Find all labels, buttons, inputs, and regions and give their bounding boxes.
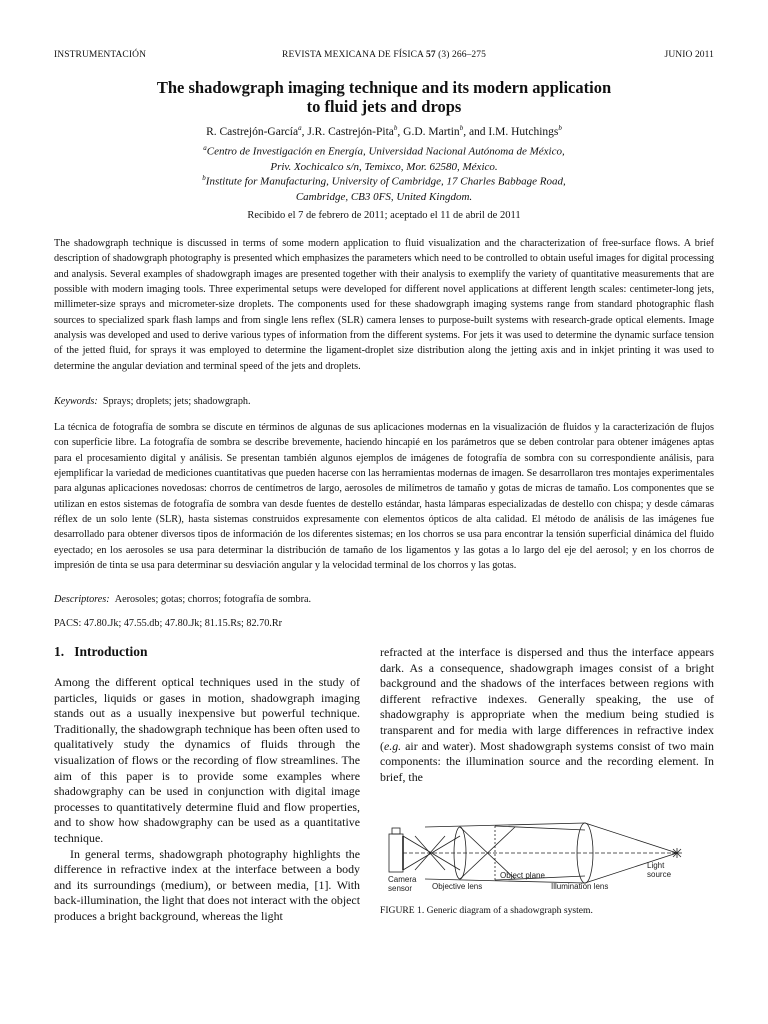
author-list: R. Castrejón-García$^a$, J.R. Castrejón-Pita$^b$, G.D. Martin$^b$, and I.M. Hutchings$^b$ <box>206 124 562 138</box>
intro-paragraph-1: Among the different optical techniques used in the study of particles, liquids or gases in motion, shadowgraph imaging stands out as a usually inexpensive but powerful technique. Traditionally, the shadowgraph technique has been often used to qualitatively study the dynamics of fluids through the visualization of flows or the recording of flow streamlines. The aim of this paper is to provide some examples where shadowgraphy can be used in conjunction with digital image processes to quantitatively determine fluid and flow properties, and to show how shadowgraphy can be used as a quantitative technique. <box>54 675 360 845</box>
ray <box>495 826 585 830</box>
paper-title: The shadowgraph imaging technique and its modern application to fluid jets and drops <box>156 78 612 116</box>
shadowgraph-diagram <box>385 822 705 902</box>
camera-body <box>389 834 403 872</box>
journal-citation: REVISTA MEXICANA DE FÍSICA 57 (3) 266–275 <box>282 50 486 60</box>
label-light: Light <box>647 861 665 870</box>
label-source: source <box>647 870 672 879</box>
label-sensor: sensor <box>388 884 413 893</box>
abstract-english: The shadowgraph technique is discussed in terms of some modern application to fluid visualization and the characterization of free-surface flows. A brief description of shadowgraph photography is presented which emphasizes the parameters which need to be controlled to obtain useful images for digital processing and analysis. Several examples of shadowgraph images are presented together with their analysis to exemplify the variety of quantitative measurements that are possible with modern imaging tools. Three experimental setups were developed for different novel applications at different length scales: centimeter-long jets, millimeter-size sprays and micrometer-size droplets. The components used for these shadowgraph imaging systems range from standard photographic flash sources to specialized spark flash lamps and from single lens reflex (SLR) camera lenses to purpose-built systems with research-grade optical elements. Image analysis was developed and used to derive various types of information from the different systems. For jets it was used to determine the dynamic surface tension of the jetted fluid, for sprays it was employed to determine the ligament-droplet size distribution along the jetting axis and in inkjet printing it was used to determine the angular deviation and terminal speed of the jets and droplets. <box>54 238 714 372</box>
affiliation-a: $^a$Centro de Investigación en Energía, Universidad Nacional Autónoma de México, Priv. Xochicalco s/n, Temixco, Mor. 62580, México. <box>203 144 565 173</box>
affiliation-b: $^b$Institute for Manufacturing, University of Cambridge, 17 Charles Babbage Road, Cambridge, CB3 0FS, United Kingdom. <box>202 174 566 203</box>
intro-paragraph-continued: refracted at the interface is dispersed and thus the interface appears dark. As a consequence, shadowgraph images consist of a bright background and the shadows of the interfaces between regions with different refractive indexes. Generally speaking, the use of shadowgraphy is appropriate when the medium being studied is transparent and for media with large differences in refractive index (e.g. air and water). Most shadowgraph systems consist of two main components: the illumination source and the recording element. In brief, the <box>380 645 714 784</box>
pacs-codes: PACS: 47.80.Jk; 47.55.db; 47.80.Jk; 81.15.Rs; 82.70.Rr <box>54 618 283 629</box>
label-object-plane: Object plane <box>500 871 545 880</box>
label-objective-lens: Objective lens <box>432 882 483 891</box>
section-heading: 1. Introduction <box>54 644 148 659</box>
ray <box>585 823 677 853</box>
abstract-spanish: La técnica de fotografía de sombra se discute en términos de algunas de sus aplicaciones modernas en la visualización de fluidos y la caracterización de flujos con superficie libre. La fotografía de sombra se describe brevemente, haciendo hincapié en los parámetros que se deben controlar para obtener imágenes aptas para el procesamiento digital y análisis. Se presentan también algunos ejemplos de imágenes de fotografía de sombra con su correspondiente análisis, para ejemplificar la variedad de mediciones cuantitativas que pueden hacerse con las herramientas modernas de imagen. Se desarrollaron tres montajes experimentales para algunas aplicaciones novedosas: chorros de centímetros de largo, aerosoles de milímetros de tamaño y gotas de micras de tamaño. Los componentes que se utilizan en estos sistemas de fotografía de sombra van desde fuentes de destello estándar, hasta lámparas especializadas de destello con chispa; y desde cámaras réflex de un solo lente (SLR), hasta sistemas construidos expresamente con elementos ópticos de alta calidad. El método de análisis de las imágenes fue desarrollado para obtener diversos tipos de información de los diferentes sistemas; en los chorros se usa para encontrar la tensión superficial dinámica del fluido eyectado; en los aerosoles se usa para determinar la distribución de tamaño de los ligamentos y las gotas a lo largo del eje del aerosol; y en los chorros de impresión de tinta se usa para determinar su desviación angular y la velocidad terminal de los chorros y las gotas. <box>54 422 714 572</box>
keywords: Keywords: Sprays; droplets; jets; shadowgraph. <box>54 396 251 407</box>
light-source-icon <box>672 848 682 858</box>
descriptores: Descriptores: Aerosoles; gotas; chorros; fotografía de sombra. <box>54 594 312 605</box>
journal-section: INSTRUMENTACIÓN <box>54 50 147 60</box>
intro-paragraph-2: In general terms, shadowgraph photography highlights the difference in refractive index at the interface between a body and its surroundings (medium), or between media, [1]. With back-illumination, the light that does not interact with the object produces a bright background, whereas the light <box>54 846 360 923</box>
issue-date: JUNIO 2011 <box>664 50 714 60</box>
right-column <box>380 645 714 785</box>
received-date: Recibido el 7 de febrero de 2011; aceptado el 11 de abril de 2011 <box>247 210 521 221</box>
camera-top <box>392 828 400 834</box>
figure-caption: FIGURE 1. Generic diagram of a shadowgraph system. <box>380 905 593 916</box>
label-camera: Camera <box>388 875 417 884</box>
left-column <box>54 675 360 925</box>
label-illumination-lens: Illumination lens <box>551 882 609 891</box>
